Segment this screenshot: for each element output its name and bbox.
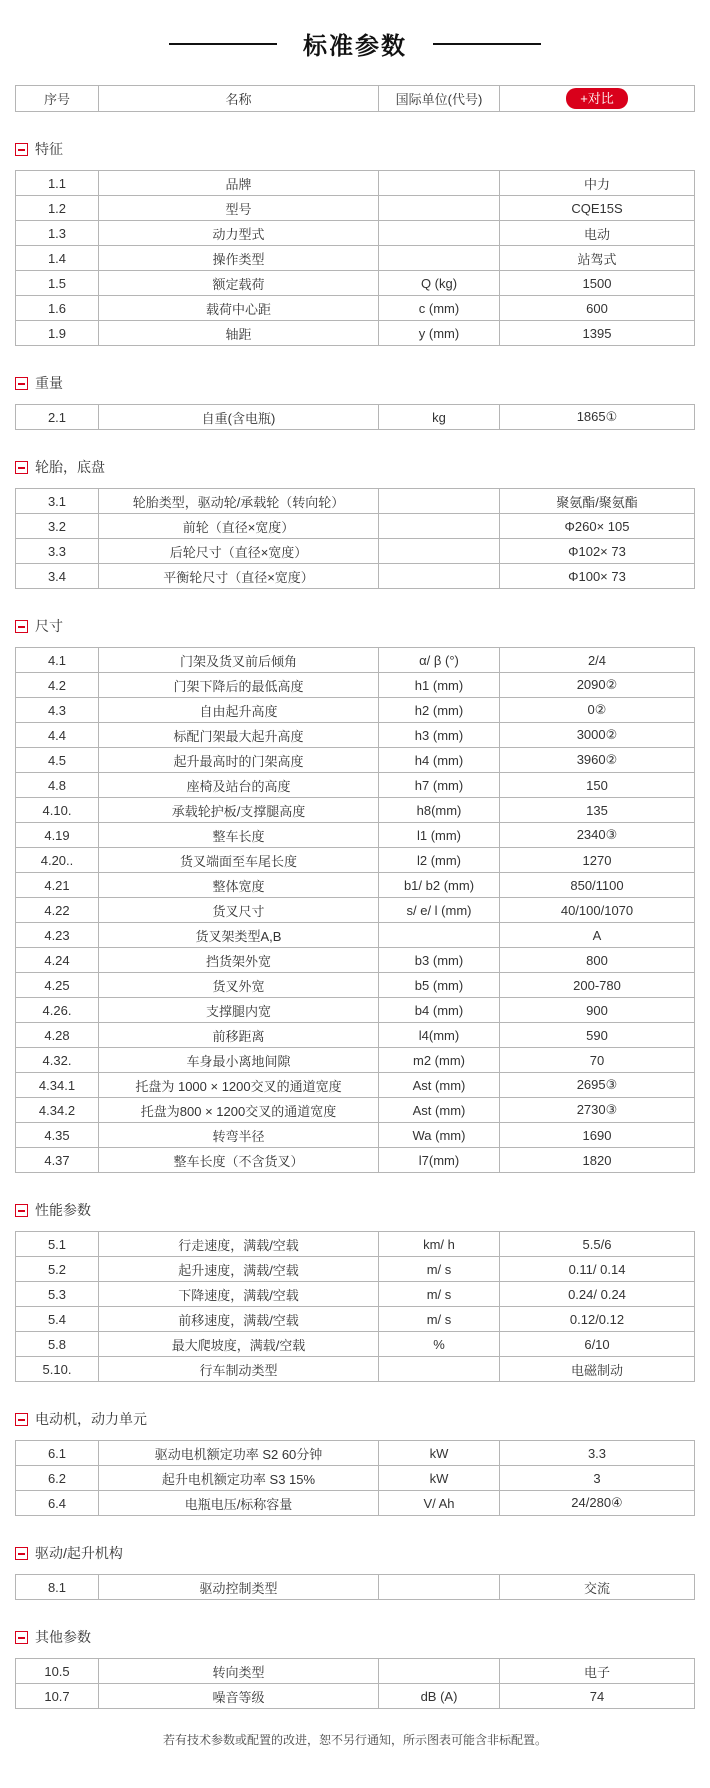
row-number: 5.4 [16, 1307, 99, 1332]
row-name: 挡货架外宽 [99, 948, 379, 973]
table-row [16, 1357, 695, 1382]
row-number: 4.37 [16, 1148, 99, 1173]
row-value: 3000② [500, 723, 695, 748]
collapse-minus-icon[interactable] [15, 143, 28, 156]
row-name: 前移距离 [99, 1023, 379, 1048]
row-name: 转弯半径 [99, 1123, 379, 1148]
row-number: 1.1 [16, 171, 99, 196]
section-header[interactable] [15, 1627, 695, 1647]
row-number: 10.5 [16, 1659, 99, 1684]
section-header[interactable] [15, 373, 695, 393]
row-value: 800 [500, 948, 695, 973]
table-row [16, 1441, 695, 1466]
row-unit: c (mm) [379, 296, 500, 321]
table-row [16, 564, 695, 589]
row-unit: Wa (mm) [379, 1123, 500, 1148]
row-unit: kW [379, 1466, 500, 1491]
row-number: 4.28 [16, 1023, 99, 1048]
row-value: 1270 [500, 848, 695, 873]
row-number: 4.24 [16, 948, 99, 973]
row-value: 站驾式 [500, 246, 695, 271]
row-value: CQE15S [500, 196, 695, 221]
row-number: 4.19 [16, 823, 99, 848]
row-name: 货叉架类型A,B [99, 923, 379, 948]
row-name: 起升最高时的门架高度 [99, 748, 379, 773]
row-value: 0.11/ 0.14 [500, 1257, 695, 1282]
row-number: 6.1 [16, 1441, 99, 1466]
row-number: 4.25 [16, 973, 99, 998]
row-unit [379, 1357, 500, 1382]
row-name: 自重(含电瓶) [99, 405, 379, 430]
row-number: 3.4 [16, 564, 99, 589]
row-unit: h4 (mm) [379, 748, 500, 773]
table-row [16, 196, 695, 221]
table-row [16, 321, 695, 346]
row-value: 电动 [500, 221, 695, 246]
row-name: 起升电机额定功率 S3 15% [99, 1466, 379, 1491]
row-value: 2/4 [500, 648, 695, 673]
row-unit: h1 (mm) [379, 673, 500, 698]
row-unit: km/ h [379, 1232, 500, 1257]
row-name: 自由起升高度 [99, 698, 379, 723]
header-row [16, 86, 695, 112]
table-row [16, 271, 695, 296]
table-row [16, 1491, 695, 1516]
table-row [16, 998, 695, 1023]
table-row [16, 1232, 695, 1257]
section-table [15, 170, 695, 346]
table-row [16, 1659, 695, 1684]
row-unit: α/ β (°) [379, 648, 500, 673]
row-number: 1.4 [16, 246, 99, 271]
table-row [16, 539, 695, 564]
page-title-block [15, 26, 695, 61]
row-value: 聚氨酯/聚氨酯 [500, 489, 695, 514]
table-row [16, 296, 695, 321]
section-table [15, 1658, 695, 1709]
spec-section [15, 616, 695, 1173]
collapse-minus-icon[interactable] [15, 620, 28, 633]
row-unit: m/ s [379, 1282, 500, 1307]
spec-section [15, 373, 695, 430]
row-number: 4.20.. [16, 848, 99, 873]
section-header[interactable] [15, 139, 695, 159]
table-row [16, 221, 695, 246]
row-value: 电子 [500, 1659, 695, 1684]
row-unit: m/ s [379, 1257, 500, 1282]
row-unit [379, 489, 500, 514]
row-number: 1.2 [16, 196, 99, 221]
section-title: 性能参数 [35, 1202, 91, 1218]
row-unit: b1/ b2 (mm) [379, 873, 500, 898]
row-unit: l4(mm) [379, 1023, 500, 1048]
table-row [16, 1257, 695, 1282]
row-name: 最大爬坡度，满载/空载 [99, 1332, 379, 1357]
row-value: 135 [500, 798, 695, 823]
table-row [16, 723, 695, 748]
section-table [15, 1440, 695, 1516]
section-header[interactable] [15, 1200, 695, 1220]
row-value: 0② [500, 698, 695, 723]
row-unit: h8(mm) [379, 798, 500, 823]
row-unit [379, 196, 500, 221]
row-name: 驱动电机额定功率 S2 60分钟 [99, 1441, 379, 1466]
row-name: 轴距 [99, 321, 379, 346]
table-row [16, 246, 695, 271]
row-name: 后轮尺寸（直径×宽度） [99, 539, 379, 564]
section-header[interactable] [15, 616, 695, 636]
row-name: 支撑腿内宽 [99, 998, 379, 1023]
row-number: 4.35 [16, 1123, 99, 1148]
row-number: 5.2 [16, 1257, 99, 1282]
row-unit [379, 1659, 500, 1684]
row-number: 4.26. [16, 998, 99, 1023]
row-unit: m/ s [379, 1307, 500, 1332]
row-number: 1.3 [16, 221, 99, 246]
table-row [16, 773, 695, 798]
row-value: 200-780 [500, 973, 695, 998]
table-row [16, 489, 695, 514]
row-number: 4.1 [16, 648, 99, 673]
row-unit: Ast (mm) [379, 1073, 500, 1098]
row-unit: l1 (mm) [379, 823, 500, 848]
title-decor-line-right [433, 43, 541, 45]
section-table [15, 488, 695, 589]
row-value: 150 [500, 773, 695, 798]
table-row [16, 948, 695, 973]
row-number: 4.34.2 [16, 1098, 99, 1123]
row-name: 平衡轮尺寸（直径×宽度） [99, 564, 379, 589]
row-number: 4.34.1 [16, 1073, 99, 1098]
row-value: A [500, 923, 695, 948]
table-row [16, 1466, 695, 1491]
row-unit: h2 (mm) [379, 698, 500, 723]
row-name: 电瓶电压/标称容量 [99, 1491, 379, 1516]
row-value: 1865① [500, 405, 695, 430]
row-unit [379, 221, 500, 246]
header-col-compare [500, 86, 695, 112]
row-value: 3960② [500, 748, 695, 773]
row-number: 4.8 [16, 773, 99, 798]
row-value: Φ102× 73 [500, 539, 695, 564]
row-number: 4.2 [16, 673, 99, 698]
sections-container [15, 139, 695, 1709]
row-number: 4.4 [16, 723, 99, 748]
row-name: 起升速度，满载/空载 [99, 1257, 379, 1282]
row-value: 2695③ [500, 1073, 695, 1098]
row-name: 动力型式 [99, 221, 379, 246]
row-number: 4.22 [16, 898, 99, 923]
table-row [16, 673, 695, 698]
row-number: 3.3 [16, 539, 99, 564]
section-title: 其他参数 [35, 1629, 91, 1645]
table-row [16, 1023, 695, 1048]
collapse-minus-icon[interactable] [15, 1547, 28, 1560]
row-name: 噪音等级 [99, 1684, 379, 1709]
row-name: 品牌 [99, 171, 379, 196]
row-name: 整车长度 [99, 823, 379, 848]
row-unit [379, 923, 500, 948]
row-value: 74 [500, 1684, 695, 1709]
row-unit: Ast (mm) [379, 1098, 500, 1123]
row-value: 2730③ [500, 1098, 695, 1123]
row-number: 4.32. [16, 1048, 99, 1073]
row-unit: % [379, 1332, 500, 1357]
section-title: 驱动/起升机构 [35, 1545, 123, 1561]
row-name: 行走速度，满载/空载 [99, 1232, 379, 1257]
section-title: 尺寸 [35, 618, 63, 634]
table-row [16, 898, 695, 923]
row-number: 4.3 [16, 698, 99, 723]
row-number: 5.10. [16, 1357, 99, 1382]
row-unit [379, 1575, 500, 1600]
table-row [16, 171, 695, 196]
row-number: 3.2 [16, 514, 99, 539]
row-unit: h3 (mm) [379, 723, 500, 748]
row-value: 1500 [500, 271, 695, 296]
row-number: 1.5 [16, 271, 99, 296]
row-number: 5.8 [16, 1332, 99, 1357]
row-unit: b5 (mm) [379, 973, 500, 998]
row-name: 转向类型 [99, 1659, 379, 1684]
row-number: 6.2 [16, 1466, 99, 1491]
table-row [16, 405, 695, 430]
row-unit: s/ e/ l (mm) [379, 898, 500, 923]
row-name: 货叉端面至车尾长度 [99, 848, 379, 873]
section-header[interactable] [15, 457, 695, 477]
row-value: 2340③ [500, 823, 695, 848]
spec-header-table [15, 85, 695, 112]
row-value: 600 [500, 296, 695, 321]
row-name: 型号 [99, 196, 379, 221]
section-table [15, 1231, 695, 1382]
row-name: 车身最小离地间隙 [99, 1048, 379, 1073]
section-title: 电动机，动力单元 [35, 1411, 147, 1427]
section-header[interactable] [15, 1543, 695, 1563]
row-name: 托盘为 1000 × 1200交叉的通道宽度 [99, 1073, 379, 1098]
row-unit [379, 246, 500, 271]
row-unit: b4 (mm) [379, 998, 500, 1023]
table-row [16, 1148, 695, 1173]
row-value: 900 [500, 998, 695, 1023]
row-number: 8.1 [16, 1575, 99, 1600]
row-unit [379, 539, 500, 564]
row-number: 3.1 [16, 489, 99, 514]
row-name: 额定载荷 [99, 271, 379, 296]
row-unit [379, 564, 500, 589]
table-row [16, 1575, 695, 1600]
row-unit: l7(mm) [379, 1148, 500, 1173]
section-table [15, 404, 695, 430]
row-name: 操作类型 [99, 246, 379, 271]
section-title: 特征 [35, 141, 63, 157]
row-name: 整车长度（不含货叉） [99, 1148, 379, 1173]
table-row [16, 748, 695, 773]
table-row [16, 923, 695, 948]
row-unit: h7 (mm) [379, 773, 500, 798]
section-table [15, 647, 695, 1173]
row-number: 1.6 [16, 296, 99, 321]
row-value: 1395 [500, 321, 695, 346]
row-name: 座椅及站台的高度 [99, 773, 379, 798]
table-row [16, 648, 695, 673]
table-row [16, 1123, 695, 1148]
table-row [16, 1048, 695, 1073]
row-number: 4.23 [16, 923, 99, 948]
row-value: Φ100× 73 [500, 564, 695, 589]
row-value: 24/280④ [500, 1491, 695, 1516]
section-title: 重量 [35, 375, 63, 391]
row-value: 中力 [500, 171, 695, 196]
row-value: 6/10 [500, 1332, 695, 1357]
collapse-minus-icon[interactable] [15, 377, 28, 390]
row-value: 40/100/1070 [500, 898, 695, 923]
compare-button[interactable]: +对比 [566, 88, 628, 109]
row-number: 5.1 [16, 1232, 99, 1257]
row-number: 5.3 [16, 1282, 99, 1307]
row-number: 4.21 [16, 873, 99, 898]
row-unit: l2 (mm) [379, 848, 500, 873]
row-name: 前移速度，满载/空载 [99, 1307, 379, 1332]
row-value: 0.24/ 0.24 [500, 1282, 695, 1307]
table-row [16, 1684, 695, 1709]
row-unit [379, 514, 500, 539]
row-value: 70 [500, 1048, 695, 1073]
collapse-minus-icon[interactable] [15, 1204, 28, 1217]
table-row [16, 848, 695, 873]
spec-section [15, 1627, 695, 1709]
table-row [16, 698, 695, 723]
row-unit: y (mm) [379, 321, 500, 346]
row-name: 托盘为800 × 1200交叉的通道宽度 [99, 1098, 379, 1123]
table-row [16, 1307, 695, 1332]
spec-section [15, 1543, 695, 1600]
row-value: 590 [500, 1023, 695, 1048]
row-value: 850/1100 [500, 873, 695, 898]
row-value: 1820 [500, 1148, 695, 1173]
table-row [16, 823, 695, 848]
section-header[interactable] [15, 1409, 695, 1429]
table-row [16, 514, 695, 539]
table-row [16, 1073, 695, 1098]
row-name: 标配门架最大起升高度 [99, 723, 379, 748]
row-unit: dB (A) [379, 1684, 500, 1709]
row-name: 门架及货叉前后倾角 [99, 648, 379, 673]
section-title: 轮胎，底盘 [35, 459, 105, 475]
row-number: 2.1 [16, 405, 99, 430]
row-name: 整体宽度 [99, 873, 379, 898]
row-number: 6.4 [16, 1491, 99, 1516]
row-value: 2090② [500, 673, 695, 698]
spec-section [15, 457, 695, 589]
spec-section [15, 139, 695, 346]
row-unit [379, 171, 500, 196]
table-row [16, 1098, 695, 1123]
row-value: 交流 [500, 1575, 695, 1600]
row-number: 4.10. [16, 798, 99, 823]
row-unit: m2 (mm) [379, 1048, 500, 1073]
row-number: 10.7 [16, 1684, 99, 1709]
row-name: 轮胎类型，驱动轮/承载轮（转向轮） [99, 489, 379, 514]
page-title: 标准参数 [303, 33, 407, 60]
row-value: 5.5/6 [500, 1232, 695, 1257]
row-value: 0.12/0.12 [500, 1307, 695, 1332]
row-number: 4.5 [16, 748, 99, 773]
footer-note: 若有技术参数或配置的改进，恕不另行通知，所示图表可能含非标配置。 [162, 1733, 547, 1747]
table-row [16, 873, 695, 898]
collapse-minus-icon[interactable] [15, 1413, 28, 1426]
header-col-no: 序号 [16, 86, 99, 112]
collapse-minus-icon[interactable] [15, 461, 28, 474]
section-table [15, 1574, 695, 1600]
row-name: 承载轮护板/支撑腿高度 [99, 798, 379, 823]
row-name: 驱动控制类型 [99, 1575, 379, 1600]
row-unit: b3 (mm) [379, 948, 500, 973]
row-value: 3.3 [500, 1441, 695, 1466]
header-col-unit: 国际单位(代号) [379, 86, 500, 112]
row-name: 下降速度，满载/空载 [99, 1282, 379, 1307]
row-value: Φ260× 105 [500, 514, 695, 539]
table-row [16, 798, 695, 823]
title-decor-line-left [169, 43, 277, 45]
spec-section [15, 1200, 695, 1382]
row-name: 货叉外宽 [99, 973, 379, 998]
row-unit: kW [379, 1441, 500, 1466]
table-row [16, 1332, 695, 1357]
table-row [16, 1282, 695, 1307]
row-unit: V/ Ah [379, 1491, 500, 1516]
row-name: 门架下降后的最低高度 [99, 673, 379, 698]
table-row [16, 973, 695, 998]
header-col-name: 名称 [99, 86, 379, 112]
row-name: 行车制动类型 [99, 1357, 379, 1382]
row-value: 1690 [500, 1123, 695, 1148]
row-value: 电磁制动 [500, 1357, 695, 1382]
spec-section [15, 1409, 695, 1516]
row-unit: Q (kg) [379, 271, 500, 296]
row-name: 载荷中心距 [99, 296, 379, 321]
collapse-minus-icon[interactable] [15, 1631, 28, 1644]
row-name: 货叉尺寸 [99, 898, 379, 923]
row-number: 1.9 [16, 321, 99, 346]
row-value: 3 [500, 1466, 695, 1491]
row-name: 前轮（直径×宽度） [99, 514, 379, 539]
row-unit: kg [379, 405, 500, 430]
